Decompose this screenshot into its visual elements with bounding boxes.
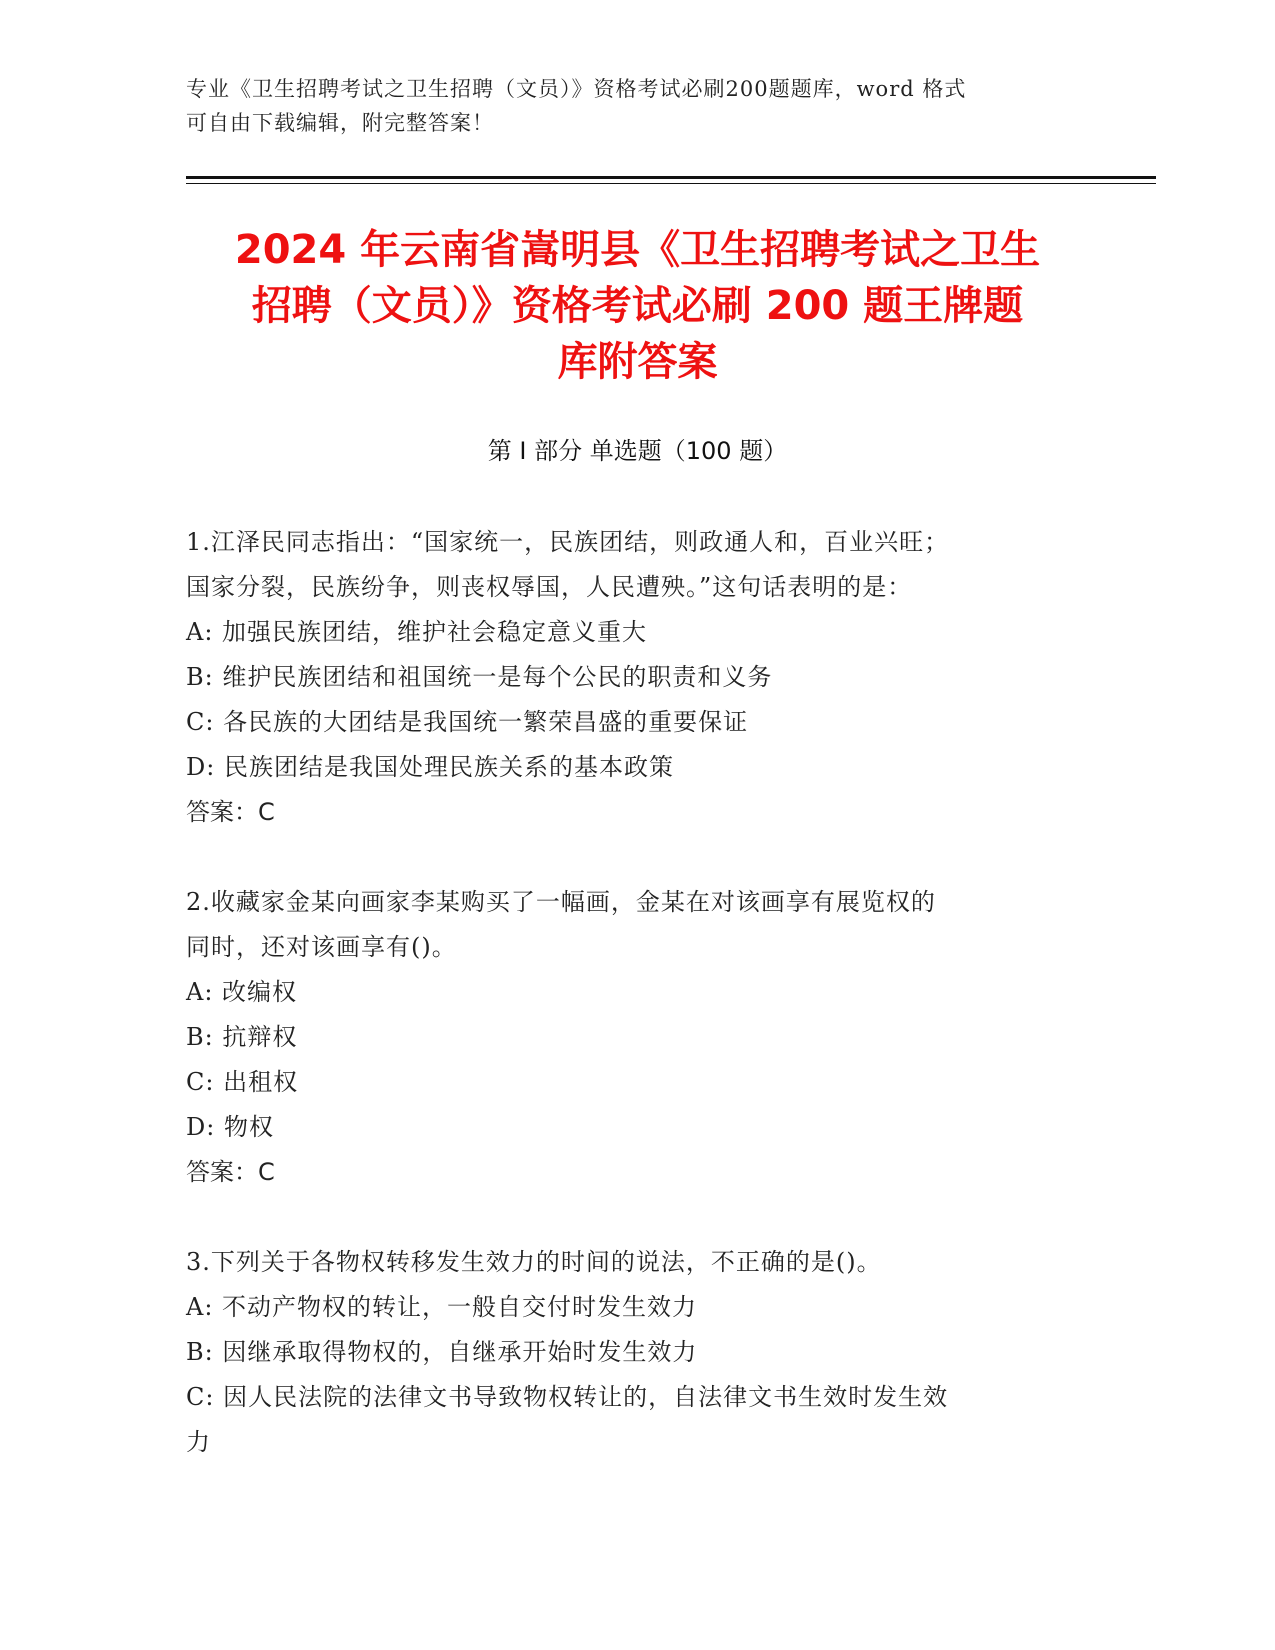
header-note-line: 可自由下载编辑，附完整答案！ — [186, 111, 494, 135]
option-c: C: 各民族的大团结是我国统一繁荣昌盛的重要保证 — [186, 708, 749, 736]
option-a: A: 改编权 — [186, 978, 298, 1006]
option-c-continued: 力 — [186, 1428, 211, 1456]
question-stem-line: 2.收藏家金某向画家李某购买了一幅画，金某在对该画享有展览权的 — [186, 888, 936, 916]
question-gap — [186, 835, 1086, 880]
title-line: 招聘（文员）》资格考试必刷 200 题王牌题 — [251, 283, 1024, 329]
title-line: 2024 年云南省嵩明县《卫生招聘考试之卫生 — [234, 227, 1041, 273]
option-b: B: 抗辩权 — [186, 1023, 298, 1051]
header-rule-thick — [186, 176, 1156, 179]
option-b: B: 因继承取得物权的，自继承开始时发生效力 — [186, 1338, 698, 1366]
question-stem-line: 1.江泽民同志指出：“国家统一，民族团结，则政通人和，百业兴旺； — [186, 528, 950, 556]
question-3 — [186, 1240, 1086, 1465]
option-d: D: 民族团结是我国处理民族关系的基本政策 — [186, 753, 674, 781]
answer: 答案：C — [186, 798, 275, 826]
option-b: B: 维护民族团结和祖国统一是每个公民的职责和义务 — [186, 663, 773, 691]
header-note — [186, 72, 1066, 140]
title-line: 库附答案 — [557, 339, 718, 385]
header-note-line: 专业《卫生招聘考试之卫生招聘（文员）》资格考试必刷200题题库，word 格式 — [186, 77, 967, 101]
question-stem-line: 同时，还对该画享有()。 — [186, 933, 457, 961]
question-1 — [186, 520, 1086, 835]
option-a: A: 加强民族团结，维护社会稳定意义重大 — [186, 618, 648, 646]
option-d: D: 物权 — [186, 1113, 274, 1141]
question-2 — [186, 880, 1086, 1195]
question-list — [186, 520, 1086, 1465]
option-a: A: 不动产物权的转让，一般自交付时发生效力 — [186, 1293, 698, 1321]
question-gap — [186, 1195, 1086, 1240]
section-title: 第 I 部分 单选题（100 题） — [487, 437, 788, 465]
document-title — [160, 222, 1115, 390]
option-c: C: 因人民法院的法律文书导致物权转让的，自法律文书生效时发生效 — [186, 1383, 949, 1411]
answer: 答案：C — [186, 1158, 275, 1186]
option-c: C: 出租权 — [186, 1068, 299, 1096]
question-stem-line: 国家分裂，民族纷争，则丧权辱国，人民遭殃。”这句话表明的是： — [186, 573, 913, 601]
question-stem-line: 3.下列关于各物权转移发生效力的时间的说法，不正确的是()。 — [186, 1248, 882, 1276]
header-rule-thin — [186, 183, 1156, 184]
